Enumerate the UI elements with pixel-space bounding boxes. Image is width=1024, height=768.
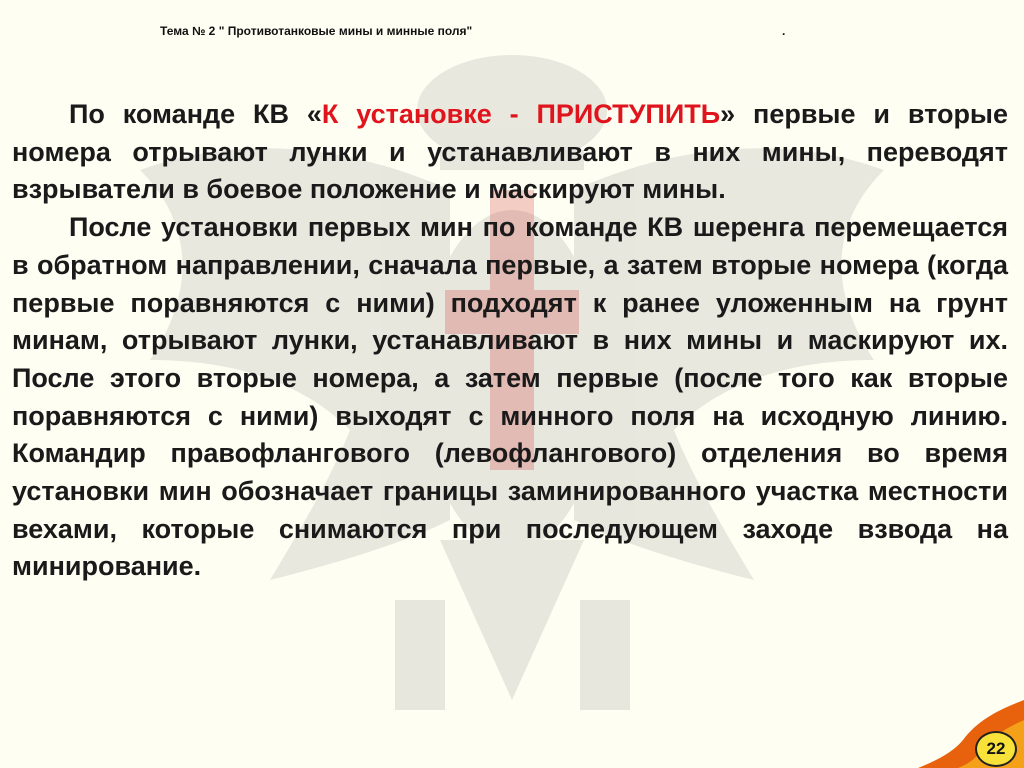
slide-topic-header: Тема № 2 " Противотанковые мины и минные поля" [160,24,473,38]
command-highlight: К установке - ПРИСТУПИТЬ [321,99,721,129]
page-number-badge: 22 [975,731,1017,767]
paragraph-2: После установки первых мин по команде КВ шеренга перемещается в обратном направлении, сначала первые, а затем вторые номера (когда первые поравняются с ними) подходят к ранее уложенным на грунт минам, отрывают лунки, устанавливают в них мины и маскируют их. После этого вторые номера, а затем первые (после того как вторые поравняются с ними) выходят с минного поля на исходную линию. Командир правофлангового (левофлангового) отделения во время установки мин обозначает границы заминированного участка местности вехами, которые снимаются при последующем заходе взвода на минирование. [12,212,1008,582]
slide-body-text [12,96,1008,586]
p1-lead: По команде КВ « [69,99,322,129]
p1-rest: » первые и вторые номера отрывают лунки и устанавливают в них мины, переводят взрыватели в боевое положение и маскируют мины. [12,99,1009,205]
paragraph-1 [12,96,1008,209]
header-dot: . [782,24,786,38]
